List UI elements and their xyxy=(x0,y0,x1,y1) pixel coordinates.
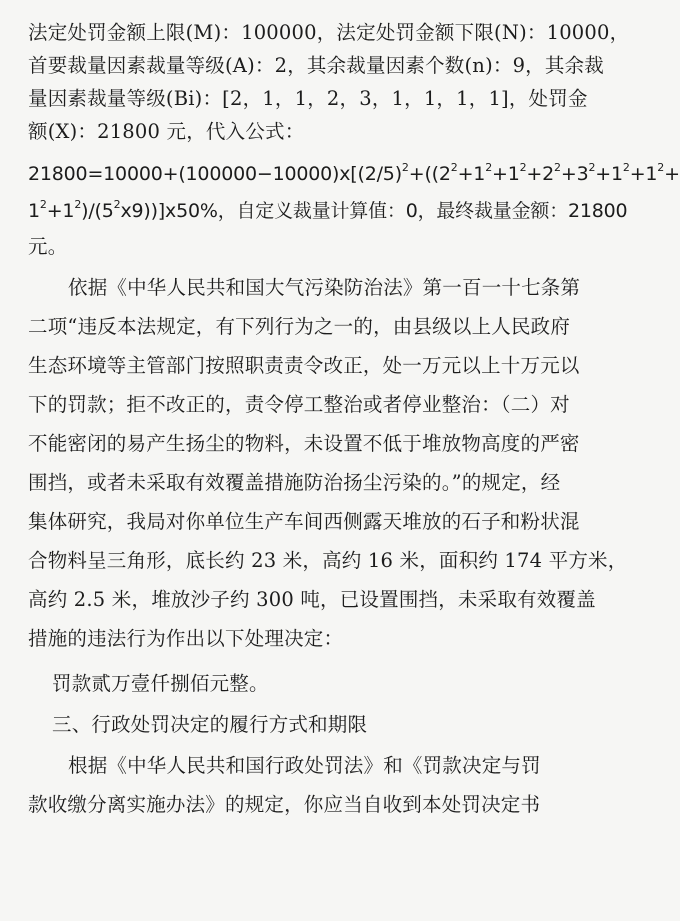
text-line: 首要裁量因素裁量等级(A)：2，其余裁量因素个数(n)：9，其余裁 xyxy=(28,54,604,77)
section-heading: 三、行政处罚决定的履行方式和期限 xyxy=(52,713,368,736)
formula-line xyxy=(28,160,680,187)
formula-text: 1 xyxy=(28,200,40,222)
text-line: 罚款贰万壹仟捌佰元整。 xyxy=(52,672,269,695)
text-line: 不能密闭的易产生扬尘的物料，未设置不低于堆放物高度的严密 xyxy=(28,432,580,455)
formula-text: +1 xyxy=(492,163,520,185)
superscript: 2 xyxy=(401,160,409,174)
formula-line xyxy=(28,197,628,224)
formula-text: +1 xyxy=(629,163,658,185)
superscript: 2 xyxy=(74,197,82,211)
text-line: 依据《中华人民共和国大气污染防治法》第一百一十七条第 xyxy=(68,276,581,299)
formula-text: +((2 xyxy=(408,163,451,185)
formula-text: +1 xyxy=(457,163,486,185)
superscript: 2 xyxy=(39,197,47,211)
superscript: 2 xyxy=(519,160,527,174)
text-line: 下的罚款；拒不改正的，责令停工整治或者停业整治：（二）对 xyxy=(28,393,570,416)
formula-text: 21800=10000+(100000−10000)x[(2/5) xyxy=(28,163,402,185)
text-line: 二项“违反本法规定，有下列行为之一的，由县级以上人民政府 xyxy=(28,315,571,338)
text-line: 措施的违法行为作出以下处理决定： xyxy=(28,627,344,650)
text-line: 额(X)：21800 元，代入公式： xyxy=(28,120,305,143)
formula-text: )/(5 xyxy=(81,200,114,222)
text-line: 集体研究，我局对你单位生产车间西侧露天堆放的石子和粉状混 xyxy=(28,510,580,533)
text-line: 量因素裁量等级(Bi)：[2，1，1，2，3，1，1，1，1]，处罚金 xyxy=(28,87,588,110)
text-line: 元。 xyxy=(28,235,68,258)
text-line: 根据《中华人民共和国行政处罚法》和《罚款决定与罚 xyxy=(68,754,541,777)
superscript: 2 xyxy=(622,160,630,174)
text-line: 高约 2.5 米，堆放沙子约 300 吨，已设置围挡，未采取有效覆盖 xyxy=(28,588,596,611)
superscript: 2 xyxy=(554,160,561,174)
superscript: 2 xyxy=(657,160,665,174)
text-line: 法定处罚金额上限(M)：100000，法定处罚金额下限(N)：10000， xyxy=(28,21,630,44)
formula-text: +1 xyxy=(46,200,75,222)
formula-text: +1 xyxy=(595,163,623,185)
superscript: 2 xyxy=(485,160,492,174)
text-line: 合物料呈三角形，底长约 23 米，高约 16 米，面积约 174 平方米， xyxy=(28,549,628,572)
formula-text: +2 xyxy=(526,163,555,185)
text-line: 围挡，或者未采取有效覆盖措施防治扬尘污染的。”的规定，经 xyxy=(28,471,561,494)
superscript: 2 xyxy=(588,160,596,174)
superscript: 2 xyxy=(450,160,458,174)
text-line: 生态环境等主管部门按照职责责令改正，处一万元以上十万元以 xyxy=(28,354,580,377)
formula-text: x9))]x50%，自定义裁量计算值：0，最终裁量金额：21800 xyxy=(120,200,628,222)
superscript: 2 xyxy=(113,197,121,211)
formula-text: +3 xyxy=(560,163,589,185)
text-line: 款收缴分离实施办法》的规定，你应当自收到本处罚决定书 xyxy=(28,793,541,816)
formula-text: + xyxy=(664,163,680,185)
